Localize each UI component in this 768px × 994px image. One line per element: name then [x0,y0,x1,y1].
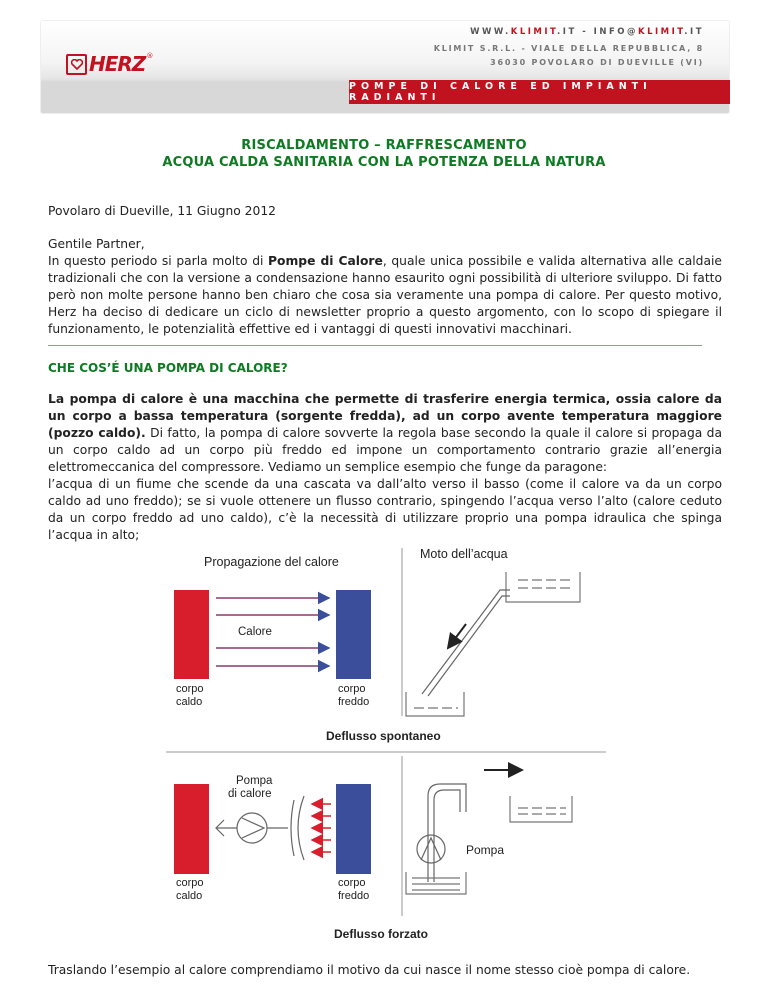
forced-flow-label: Deflusso forzato [334,927,429,941]
cold-body-label-2: freddo [338,696,370,708]
contact-line: WWW.KLIMIT.IT - INFO@KLIMIT.IT [470,27,704,37]
address-line-2: 36030 POVOLARO DI DUEVILLE (VI) [490,58,704,67]
heart-icon [71,59,83,70]
hot-body-label-3: corpo [176,877,204,889]
intro-paragraph [48,236,722,338]
heat-label: Calore [238,626,272,638]
registered-mark: ® [146,52,154,60]
cold-body-label-3: corpo [338,877,366,889]
divider [48,345,702,346]
address-line-1: KLIMIT S.R.L. - VIALE DELLA REPUBBLICA, 8 [433,44,704,53]
example-paragraph: l’acqua di un fiume che scende da una cascata va dall’alto verso il basso (come il calore va da un corpo caldo ad uno freddo); se si vuole ottenere un flusso contrario, spingendo l’acqua verso l’alto (calore ceduto da un corpo freddo ad uno caldo), c’è la necessità di utilizzare proprio una pompa idraulica che spinga l’acqua in alto; [48,477,722,542]
herz-logo [66,52,153,76]
tagline-bar: POMPE DI CALORE ED IMPIANTI RADIANTI [349,80,730,104]
reverse-heat-arrows [312,804,331,852]
definition-rest: Di fatto, la pompa di calore sovverte la regola base secondo la quale il calore si propaga da un corpo caldo ad un corpo più freddo ed impone un comportamento contrario grazie all’energia elettromeccanica del compressore. Vediamo un semplice esempio che funge da paragone: [48,426,722,474]
heat-pump-label-2: di calore [228,788,272,800]
heart-logo-icon [66,54,87,75]
cold-body-bottom [336,784,371,874]
hot-body-label-1: corpo [176,683,204,695]
down-flow-arrow [448,624,466,648]
cold-body-label-1: corpo [338,683,366,695]
water-chute [422,590,510,696]
forced-upper-tank [510,796,572,822]
intro-highlight: Pompe di Calore [268,254,383,268]
cold-body-label-4: freddo [338,890,370,902]
cold-body-top [336,590,371,679]
definition-paragraph [48,391,722,476]
hot-body-label-2: caldo [176,696,203,708]
hot-body-bottom [174,784,209,874]
section-title: CHE COS’É UNA POMPA DI CALORE? [48,361,288,375]
closing-sentence: Traslando l’esempio al calore comprendiamo il motivo da cui nasce il nome stesso cioè pompa di calore. [48,963,691,977]
email-link[interactable]: KLIMIT [638,27,685,37]
forced-pipe [417,784,466,882]
greeting: Gentile Partner, [48,237,145,251]
doc-title-line-1: RISCALDAMENTO – RAFFRESCAMENTO [241,138,527,153]
heat-propagation-title: Propagazione del calore [204,555,339,569]
water-motion-title: Moto dell’acqua [420,547,508,561]
section-body [48,391,722,544]
doc-title-line-2: ACQUA CALDA SANITARIA CON LA POTENZA DELLA NATURA [162,155,606,170]
forced-lower-tank [406,872,466,894]
spontaneous-flow-label: Deflusso spontaneo [326,729,441,743]
heat-pump-diagram [166,544,606,944]
pump-label: Pompa [466,843,505,857]
definition-bold: La pompa di calore è una macchina che permette di trasferire energia termica, ossia calore da un corpo a bassa temperatura (sorgente fredda), ad un corpo avente temperatura maggiore (pozzo caldo). [48,392,722,440]
date-line: Povolaro di Dueville, 11 Giugno 2012 [48,204,276,218]
heat-pump-label-1: Pompa [236,775,273,787]
heat-pump-symbol [216,796,304,860]
hot-body-label-4: caldo [176,890,203,902]
hot-body-top [174,590,209,679]
water-upper-tank [506,572,580,602]
logo-text: HERZ [89,52,146,76]
website-link[interactable]: KLIMIT [510,27,558,37]
intro-body: In questo periodo si parla molto di Pompe di Calore, quale unica possibile e valida alternativa alle caldaie tradizionali che con la versione a condensazione hanno esaurito ogni possibilità di ulteriore sviluppo. Di fatto però non molte persone hanno ben chiaro che cosa sia veramente una pompa di calore. Per questo motivo, Herz ha deciso di dedicare un ciclo di newsletter proprio a questo argomento, con lo scopo di spiegare il funzionamento, le potenzialità effettive ed i vantaggi di questi innovativi macchinari. [48,254,722,336]
heat-arrows [216,598,329,666]
water-lower-tank [406,692,464,716]
